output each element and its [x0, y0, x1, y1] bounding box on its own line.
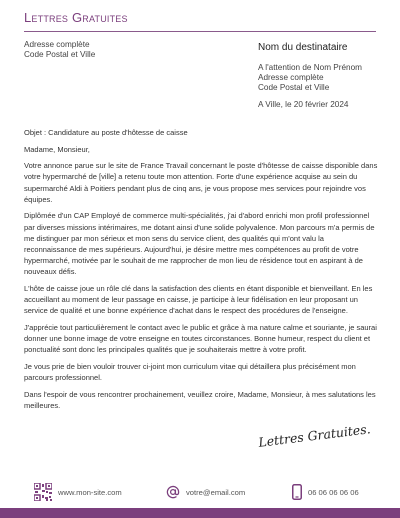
letter-paragraph: Dans l'espoir de vous rencontrer prochainement, veuillez croire, Madame, Monsieur, à mes salutations les meilleures. [24, 389, 376, 410]
sender-postal-city: Code Postal et Ville [24, 50, 96, 59]
footer-website-text: www.mon-site.com [58, 487, 122, 497]
recipient-postal-city: Code Postal et Ville [258, 83, 330, 92]
at-sign-icon [166, 485, 180, 499]
letter-subject: Objet : Candidature au poste d'hôtesse de caisse [24, 128, 188, 137]
mobile-phone-icon [292, 484, 302, 500]
footer-phone-text: 06 06 06 06 06 [308, 487, 359, 497]
recipient-attention: A l'attention de Nom Prénom [258, 63, 362, 72]
letter-paragraph: Diplômée d'un CAP Employé de commerce multi-spécialités, j'ai d'abord enrichi mon profil professionnel par diverses missions intérimaires, me dotant ainsi d'une solide polyvalence. Mon parcours m'a permis de me distinguer par mon sérieux et mon sens du service client, des qualités qui m'ont valu la reconnaissance de mes supérieurs. Aujourd'hui, je désire mettre mes compétences au profit de votre hypermarché, motivée par le souhait de me rapprocher de mon lieu de résidence tout en aspirant à de nouveaux défis. [24, 211, 375, 277]
letter-paragraph: Votre annonce parue sur le site de France Travail concernant le poste d'hôtesse de caisse disponible dans votre hypermarché de [ville] a retenu toute mon attention. Forte d'une expérience acquise au sein du supermarché Aldi à Poitiers pendant plus de cinq ans, je vous propose mes services pour rejoindre vos équipes. [24, 161, 378, 204]
qr-code-icon [34, 483, 52, 501]
recipient-name: Nom du destinataire [258, 42, 348, 53]
footer-phone [292, 481, 359, 503]
sender-block [24, 40, 95, 60]
letter-paragraph: Je vous prie de bien vouloir trouver ci-joint mon curriculum vitae qui détaillera plus précisément mon parcours professionnel. [24, 362, 356, 383]
letter-salutation: Madame, Monsieur, [24, 144, 90, 154]
letter-paragraph: L'hôte de caisse joue un rôle clé dans la satisfaction des clients en étant disponible et bienveillant. En les accueillant au moment de leur passage en caisse, je participe à leur fidélisation en leur proposant un service de qualité et une bonne expérience d'achat dans le respect des procédures de l'enseigne. [24, 284, 373, 316]
letter-paragraph: J'apprécie tout particulièrement le contact avec le public et grâce à ma nature calme et souriante, je saurai donner une bonne image de votre enseigne en toutes circonstances. Bonne humeur, respect du client et ponctualité sont donc les principales qualités que je souhaiterais mettre à votre profit. [24, 323, 377, 355]
letter-body [24, 127, 378, 417]
footer-email [166, 481, 245, 503]
recipient-block [258, 42, 362, 93]
footer-accent-bar [0, 508, 400, 518]
recipient-address: Adresse complète [258, 73, 324, 82]
sender-address: Adresse complète [24, 40, 90, 49]
footer-website [34, 481, 122, 503]
letter-date: A Ville, le 20 février 2024 [258, 100, 349, 109]
footer-email-text: votre@email.com [186, 487, 246, 497]
header-divider [24, 31, 376, 32]
handwritten-signature: Lettres Gratuites. [257, 421, 372, 450]
brand-title: Lettres Gratuites [24, 10, 128, 25]
